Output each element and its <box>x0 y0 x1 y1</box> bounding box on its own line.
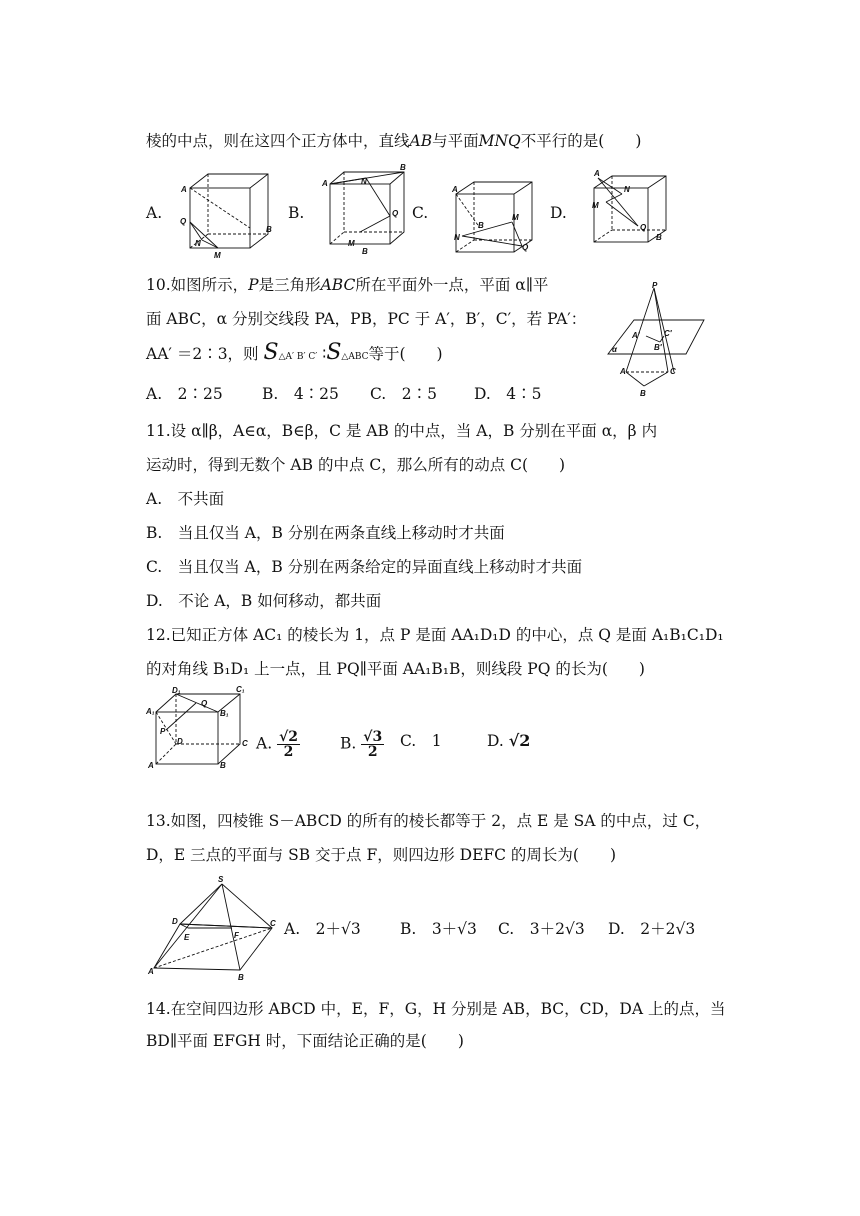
svg-text:N: N <box>624 185 630 194</box>
q12-cube-figure <box>146 686 251 768</box>
svg-text:B: B <box>266 225 272 234</box>
q9-cube-d-figure <box>586 170 676 250</box>
q12-option-b: B. $\frac{√3}{2}$ <box>340 729 383 760</box>
svg-text:Q: Q <box>640 223 647 232</box>
svg-text:A′: A′ <box>632 331 640 340</box>
q10-line1: 10.如图所示，P是三角形ABC所在平面外一点，平面 α∥平 <box>146 276 549 294</box>
svg-text:Q: Q <box>392 209 399 218</box>
svg-text:A: A <box>322 179 328 188</box>
q10-line2: 面 ABC，α 分别交线段 PA，PB，PC 于 A′，B′，C′，若 PA′： <box>146 310 587 328</box>
svg-text:A: A <box>181 185 187 194</box>
q11-option-d: D. 不论 A，B 如何移动，都共面 <box>146 592 382 610</box>
svg-text:B₁: B₁ <box>220 709 229 718</box>
svg-text:M: M <box>592 201 599 210</box>
q9-cube-c-figure <box>452 176 542 256</box>
q13-line1: 13.如图，四棱锥 S－ABCD 的所有的棱长都等于 2，点 E 是 SA 的中点，过 C， <box>146 812 711 830</box>
q9-option-a-label: A. <box>146 204 163 222</box>
q9-cube-b-figure <box>320 163 410 256</box>
q10-pyramid-figure <box>604 280 714 400</box>
svg-text:α: α <box>612 345 617 354</box>
svg-text:C₁: C₁ <box>236 685 245 694</box>
svg-text:N: N <box>361 177 367 186</box>
q11-line1: 11.设 α∥β，A∈α，B∈β，C 是 AB 的中点，当 A，B 分别在平面 α，β 内 <box>146 422 658 440</box>
q13-line2: D，E 三点的平面与 SB 交于点 F，则四边形 DEFC 的周长为( ) <box>146 846 617 864</box>
q12-option-c: C. 1 <box>400 732 442 750</box>
q12-line2: 的对角线 B₁D₁ 上一点，且 PQ∥平面 AA₁B₁B，则线段 PQ 的长为( ) <box>146 660 645 678</box>
svg-text:M: M <box>512 213 519 222</box>
svg-text:S: S <box>218 875 224 884</box>
svg-text:N: N <box>195 239 201 248</box>
svg-text:C: C <box>242 739 248 748</box>
svg-text:A: A <box>452 185 458 194</box>
svg-text:M: M <box>214 251 221 260</box>
svg-text:B: B <box>640 389 646 398</box>
svg-text:A: A <box>148 761 154 770</box>
svg-text:B: B <box>400 163 406 172</box>
svg-text:P: P <box>160 727 166 736</box>
q9-option-d-label: D. <box>550 204 567 222</box>
svg-text:A: A <box>594 169 600 178</box>
svg-text:C: C <box>270 919 276 928</box>
q13-option-b: B. 3＋√3 <box>400 920 477 938</box>
svg-text:F: F <box>234 931 239 940</box>
svg-text:D: D <box>172 917 178 926</box>
q13-option-a: A. 2＋√3 <box>284 920 361 938</box>
svg-text:N: N <box>454 233 460 242</box>
svg-text:Q: Q <box>522 243 529 252</box>
q10-option-b: B. 4∶25 <box>262 385 339 403</box>
svg-text:B: B <box>362 247 368 256</box>
svg-text:B: B <box>478 221 484 230</box>
q11-option-b: B. 当且仅当 A，B 分别在两条直线上移动时才共面 <box>146 524 505 542</box>
svg-text:Q: Q <box>180 217 187 226</box>
q12-line1: 12.已知正方体 AC₁ 的棱长为 1，点 P 是面 AA₁D₁D 的中心，点 Q 是面 A₁B₁C₁D₁ <box>146 626 724 644</box>
q9-option-c-label: C. <box>412 204 429 222</box>
q10-option-a: A. 2∶25 <box>146 385 223 403</box>
q11-line2: 运动时，得到无数个 AB 的中点 C，那么所有的动点 C( ) <box>146 456 566 474</box>
svg-text:B: B <box>238 973 244 982</box>
q11-option-a: A. 不共面 <box>146 490 225 508</box>
svg-text:D₁: D₁ <box>172 686 181 695</box>
q12-option-d: D. √2 <box>487 731 531 750</box>
svg-text:A: A <box>148 967 154 976</box>
q9-stem: 棱的中点，则在这四个正方体中，直线AB与平面MNQ不平行的是( ) <box>146 132 642 150</box>
svg-text:M: M <box>348 239 355 248</box>
svg-text:B′: B′ <box>654 343 662 352</box>
sqrt2-over-2: $\frac{√2}{2}$ <box>279 729 299 760</box>
q12-option-a: A. $\frac{√2}{2}$ <box>256 729 299 760</box>
q9-cube-a-figure <box>178 170 278 260</box>
q10-option-d: D. 4∶5 <box>474 385 542 403</box>
svg-text:B: B <box>220 761 226 770</box>
svg-text:C: C <box>670 367 676 376</box>
svg-text:Q: Q <box>201 699 208 708</box>
svg-text:C′: C′ <box>664 329 672 338</box>
q14-line1: 14.在空间四边形 ABCD 中，E，F，G，H 分别是 AB，BC，CD，DA 上的点，当 <box>146 1000 726 1018</box>
q13-option-c: C. 3＋2√3 <box>498 920 585 938</box>
q11-option-c: C. 当且仅当 A，B 分别在两条给定的异面直线上移动时才共面 <box>146 558 583 576</box>
q10-line3: AA′ ＝2∶3，则 S△A′ B′ C′ ∶S△ABC等于( ) <box>146 340 443 365</box>
svg-text:A₁: A₁ <box>146 707 155 716</box>
q13-pyramid-figure <box>146 876 282 980</box>
sqrt3-over-2: $\frac{√3}{2}$ <box>363 729 383 760</box>
svg-text:P: P <box>652 281 658 290</box>
svg-text:E: E <box>184 933 190 942</box>
q10-option-c: C. 2∶5 <box>370 385 437 403</box>
q14-line2: BD∥平面 EFGH 时，下面结论正确的是( ) <box>146 1032 464 1050</box>
q9-option-b-label: B. <box>288 204 305 222</box>
svg-text:B: B <box>656 233 662 242</box>
svg-text:D: D <box>177 737 183 746</box>
svg-text:A: A <box>620 367 626 376</box>
q13-option-d: D. 2＋2√3 <box>608 920 696 938</box>
